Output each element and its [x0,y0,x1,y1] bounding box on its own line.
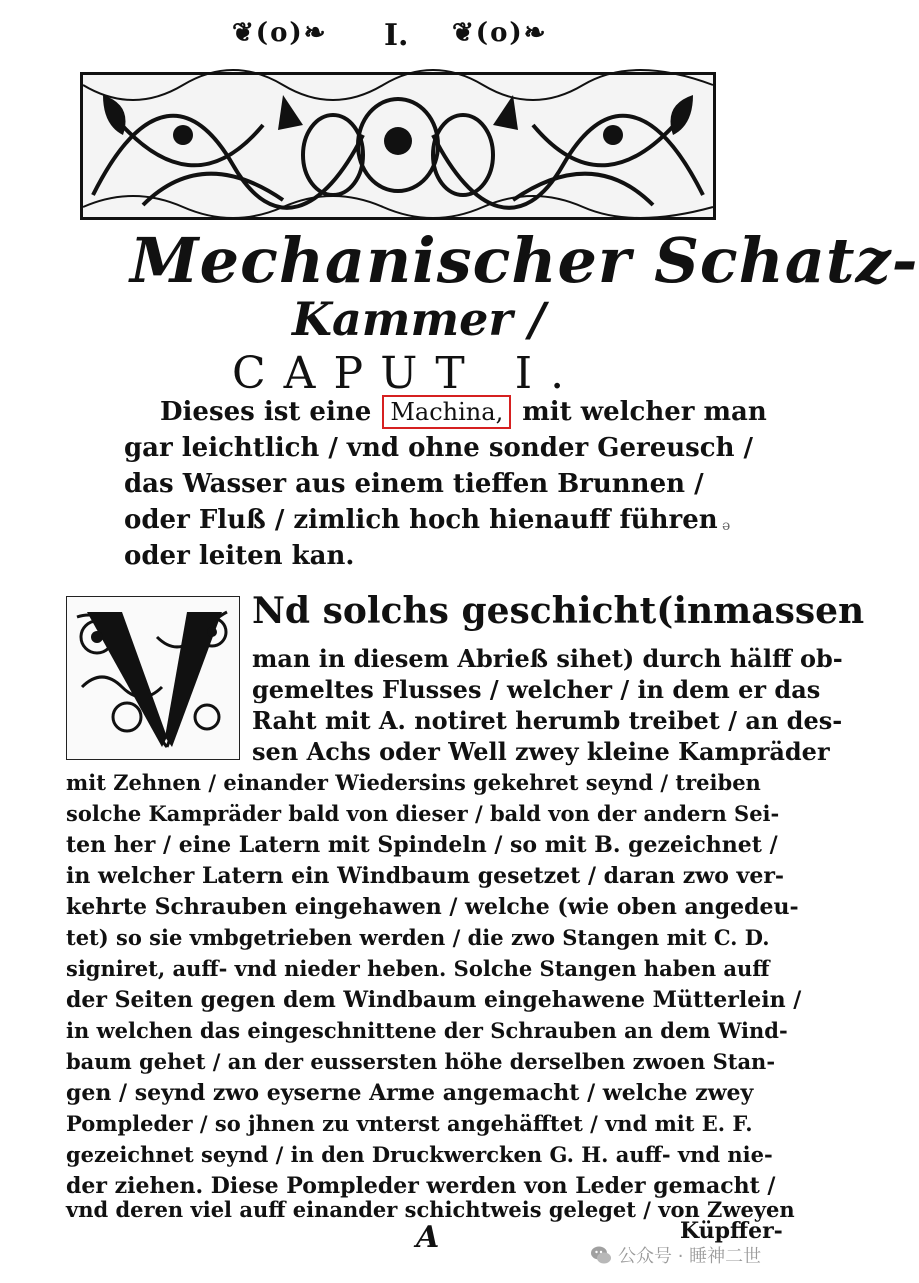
body-line: gen / seynd zwo eyserne Arme angemacht / welche zwey [66,1080,754,1106]
summary-line-1-post: mit welcher man [522,397,767,427]
body-line: Raht mit A. notiret herumb treibet / an des- [252,706,843,735]
body-line: sen Achs oder Well zwey kleine Kampräder [252,737,830,766]
decorative-banner [80,72,716,220]
body-line: in welchen das eingeschnittene der Schrauben an dem Wind- [66,1018,788,1043]
initial-letter-v-icon [67,597,239,759]
body-line: mit Zehnen / einander Wiedersins gekehret seynd / treiben [66,770,761,795]
body-line: der ziehen. Diese Pompleder werden von Leder gemacht / [66,1173,776,1199]
body-line: solche Kampräder bald von dieser / bald von der andern Sei- [66,801,780,826]
woodcut-ornament-icon [83,75,713,217]
body-line: kehrte Schrauben eingehawen / welche (wie oben angedeu- [66,894,799,920]
chapter-title-line-1: Mechanischer Schatz- [130,224,919,297]
summary-line-1-pre: Dieses ist eine [160,397,372,427]
summary-line-4: oder Fluß / zimlich hoch hienauff führen [124,505,718,535]
signature-mark: A [416,1220,440,1255]
catchword: Küpffer- [680,1218,783,1244]
body-line: tet) so sie vmbgetrieben werden / die zwo Stangen mit C. D. [66,925,770,950]
page-number: I. [384,18,409,53]
margin-mark: ə [722,518,731,534]
body-line: baum gehet / an der eussersten höhe derselben zwoen Stan- [66,1049,776,1074]
watermark-text: 公众号 · 睡神二世 [618,1246,762,1267]
caput-heading: CAPUT I. [232,348,583,399]
body-line: gemeltes Flusses / welcher / in dem er das [252,675,821,704]
body-line: signiret, auff- vnd nieder heben. Solche Stangen haben auff [66,956,770,981]
machina-highlight-box: Machina, [382,395,511,429]
body-line: in welcher Latern ein Windbaum gesetzet / daran zwo ver- [66,863,785,889]
chapter-summary [124,394,767,574]
summary-line-3: das Wasser aus einem tieffen Brunnen / [124,469,704,499]
body-line: gezeichnet seynd / in den Druckwercken G. H. auff- vnd nie- [66,1142,773,1167]
summary-line-1 [124,394,767,430]
summary-line-5: oder leiten kan. [124,541,355,571]
body-line: der Seiten gegen dem Windbaum eingehawene Mütterlein / [66,987,802,1013]
decorated-initial-v [66,596,240,760]
chapter-title-line-2: Kammer / [292,292,546,346]
body-line: man in diesem Abrieß sihet) durch hälff ob- [252,644,843,673]
header-ornament-right: ❦(o)❧ [452,18,548,48]
wechat-icon [590,1244,612,1266]
watermark [590,1240,810,1270]
body-line: Pompleder / so jhnen zu vnterst angehäfftet / vnd mit E. F. [66,1111,753,1136]
body-line: ten her / eine Latern mit Spindeln / so mit B. gezeichnet / [66,832,778,858]
header-ornament-left: ❦(o)❧ [232,18,328,48]
body-line: vnd deren viel auff einander schichtweis geleget / von Zweyen [66,1197,795,1222]
page-header [0,14,823,58]
summary-line-2: gar leichtlich / vnd ohne sonder Gereusch / [124,433,754,463]
body-line: Nd solchs geschicht(inmassen [252,590,865,632]
